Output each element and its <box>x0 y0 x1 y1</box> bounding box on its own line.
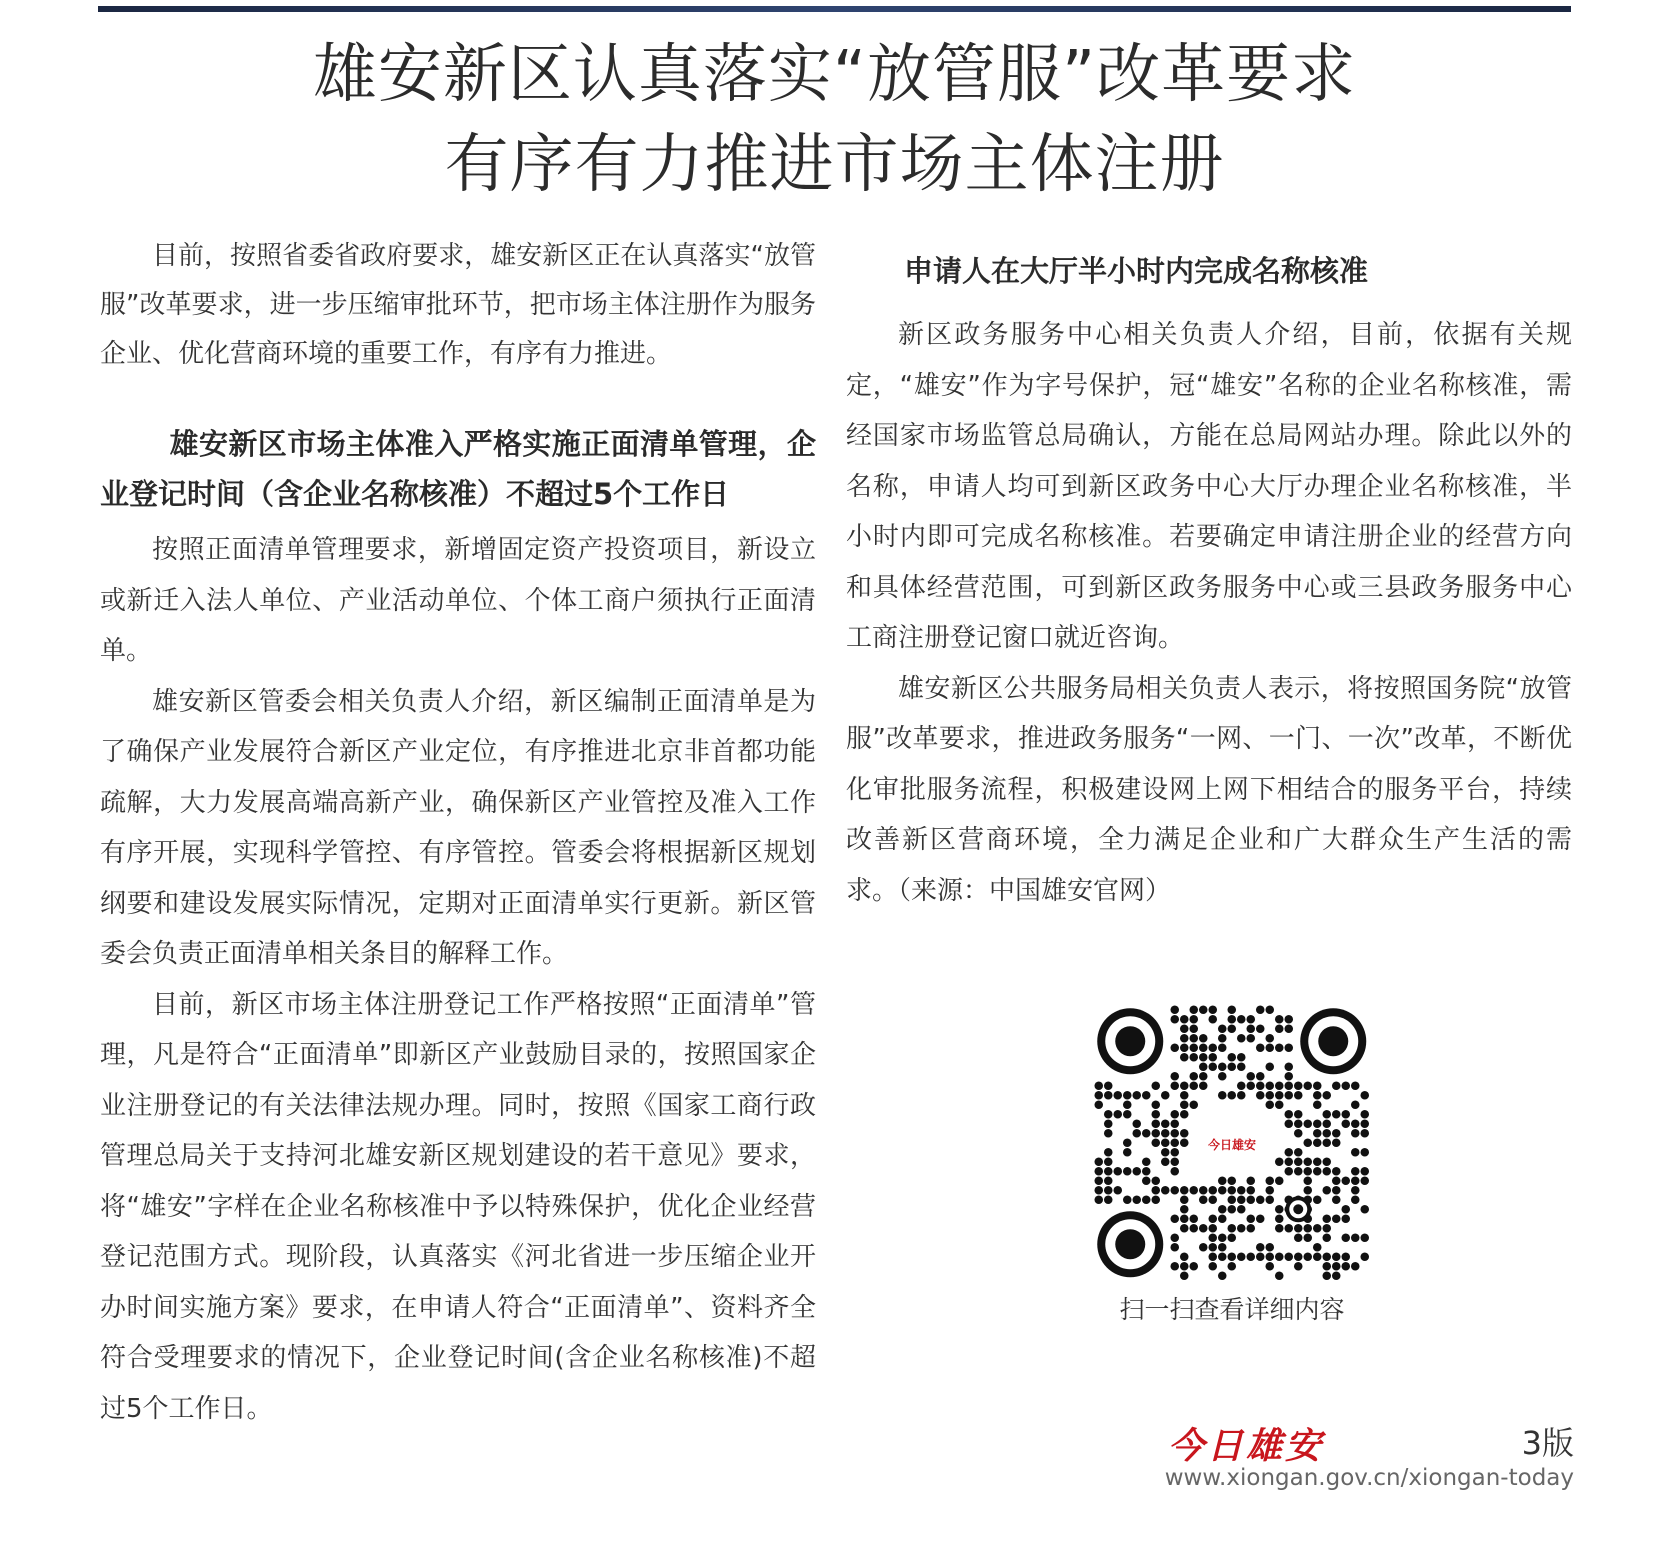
page-title <box>98 30 1571 210</box>
lead-paragraph: 目前，按照省委省政府要求，雄安新区正在认真落实“放管服”改革要求，进一步压缩审批环节，把市场主体注册作为服务企业、优化营商环境的重要工作，有序有力推进。 <box>100 241 816 369</box>
qr-code[interactable] <box>1093 1003 1371 1285</box>
left-column <box>100 232 816 1434</box>
paragraph: 雄安新区管委会相关负责人介绍，新区编制正面清单是为了确保产业发展符合新区产业定位，有序推进北京非首都功能疏解，大力发展高端高新产业，确保新区产业管控及准入工作有序开展，实现科学管控、有序管控。管委会将根据新区规划纲要和建设发展实际情况，定期对正面清单实行更新。新区管委会负责正面清单相关条目的解释工作。 <box>100 686 816 969</box>
paragraph: 按照正面清单管理要求，新增固定资产投资项目，新设立或新迁入法人单位、产业活动单位、个体工商户须执行正面清单。 <box>100 535 816 666</box>
paragraph: 新区政务服务中心相关负责人介绍，目前，依据有关规定，“雄安”作为字号保护，冠“雄安”名称的企业名称核准，需经国家市场监管总局确认，方能在总局网站办理。除此以外的名称，申请人均可到新区政务中心大厅办理企业名称核准，半小时内即可完成名称核准。若要确定申请注册企业的经营方向和具体经营范围，可到新区政务服务中心或三县政务服务中心工商注册登记窗口就近咨询。 <box>846 320 1572 653</box>
site-url[interactable]: www.xiongan.gov.cn/xiongan-today <box>1164 1465 1574 1491</box>
right-column <box>846 246 1572 916</box>
section-heading-name-approval: 申请人在大厅半小时内完成名称核准 <box>904 254 1369 288</box>
paragraph: 目前，新区市场主体注册登记工作严格按照“正面清单”管理，凡是符合“正面清单”即新区产业鼓励目录的，按照国家企业注册登记的有关法律法规办理。同时，按照《国家工商行政管理总局关于支持河北雄安新区规划建设的若干意见》要求，将“雄安”字样在企业名称核准中予以特殊保护，优化企业经营登记范围方式。现阶段，认真落实《河北省进一步压缩企业开办时间实施方案》要求，在申请人符合“正面清单”、资料齐全符合受理要求的情况下，企业登记时间(含企业名称核准)不超过5个工作日。 <box>100 989 816 1424</box>
page-number: 3版 <box>1521 1424 1574 1462</box>
paragraph: 雄安新区公共服务局相关负责人表示，将按照国务院“放管服”改革要求，推进政务服务“一网、一门、一次”改革，不断优化审批服务流程，积极建设网上网下相结合的服务平台，持续改善新区营商环境，全力满足企业和广大群众生产生活的需求。（来源：中国雄安官网） <box>846 673 1572 906</box>
qr-caption: 扫一扫查看详细内容 <box>1119 1295 1345 1324</box>
title-line-2: 有序有力推进市场主体注册 <box>444 128 1225 202</box>
brand-logo: 今日雄安 <box>1168 1425 1325 1467</box>
top-rule <box>98 6 1571 12</box>
title-line-1: 雄安新区认真落实“放管服”改革要求 <box>312 38 1357 112</box>
section-heading-positive-list: 雄安新区市场主体准入严格实施正面清单管理，企业登记时间（含企业名称核准）不超过5个工作日 <box>100 427 816 511</box>
qr-logo-badge: 今日雄安 <box>1200 1122 1264 1166</box>
